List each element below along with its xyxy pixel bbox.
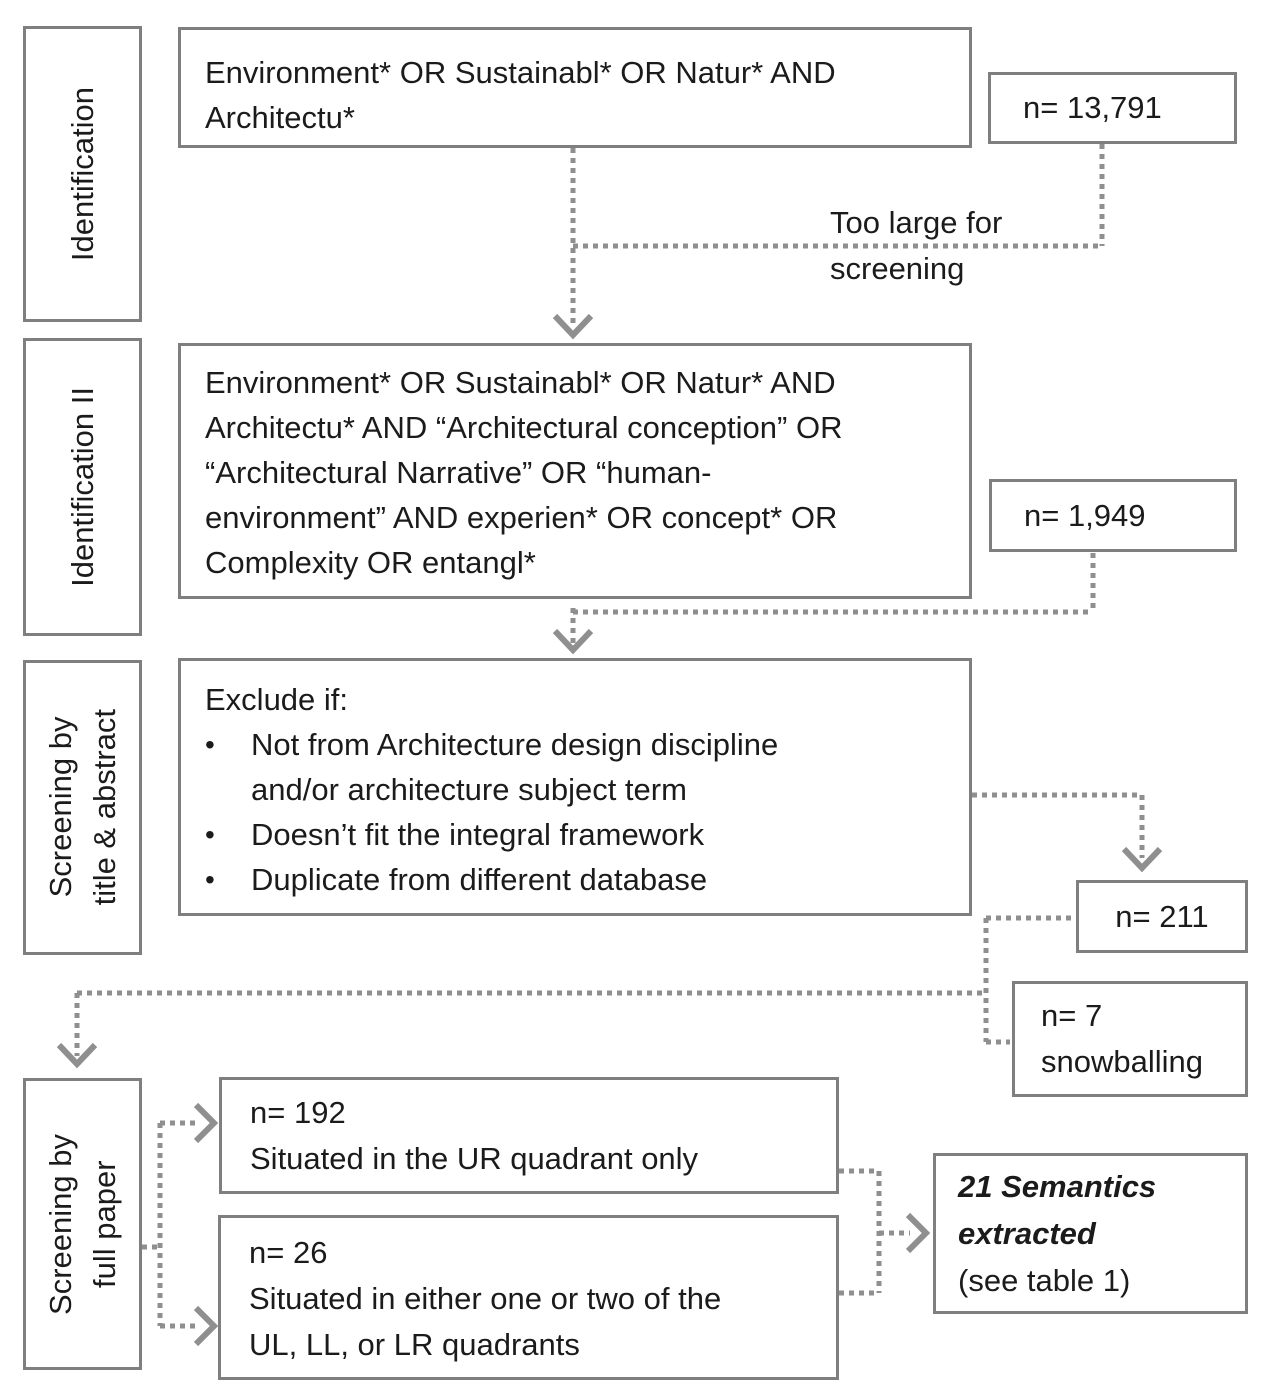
- stage-label-identification: [23, 26, 142, 322]
- connector-to-full-paper-stage: [59, 993, 95, 1064]
- connector-fullpaper-fanout: [142, 1105, 214, 1344]
- stage-label-text: Screening by: [42, 1133, 78, 1315]
- exclusion-criteria-box: [178, 658, 972, 916]
- bullet-icon: •: [205, 729, 215, 760]
- exclusion-title: Exclude if:: [205, 682, 349, 717]
- snowballing-label: snowballing: [1041, 1044, 1203, 1079]
- search-query-1-box: [178, 27, 972, 148]
- arrowhead-down-icon: [1124, 849, 1160, 868]
- count-value: n= 1,949: [1024, 497, 1146, 533]
- exclusion-bullet: [205, 812, 945, 857]
- exclusion-bullet-line: and/or architecture subject term: [251, 772, 687, 807]
- count-box-1949: [989, 479, 1237, 552]
- count-value: n= 7: [1041, 998, 1103, 1033]
- connector-exclusion-to-count3: [972, 795, 1160, 868]
- query-line: Environment* OR Sustainabl* OR Natur* AND: [205, 365, 836, 400]
- arrowhead-down-icon: [555, 631, 591, 650]
- stage-label-screening-title-abstract: [23, 660, 142, 955]
- ur-quadrant-box: [219, 1077, 839, 1194]
- connector-merge-to-result: [839, 1171, 926, 1293]
- count-value: n= 13,791: [1023, 90, 1162, 125]
- arrowhead-right-icon: [196, 1105, 214, 1141]
- arrowhead-down-icon: [59, 1045, 95, 1064]
- count-box-13791: [988, 72, 1237, 144]
- count-box-211: [1076, 880, 1248, 953]
- count-value: n= 211: [1115, 898, 1209, 934]
- stage-label-text: Screening by: [42, 717, 78, 898]
- stage-label-text: full paper: [86, 1160, 122, 1288]
- other-quadrants-text: Situated in either one or two of the: [249, 1281, 722, 1316]
- connector-count3-split: [77, 918, 1076, 1042]
- result-emphasis-line: extracted: [958, 1216, 1096, 1251]
- exclusion-bullet-line: Doesn’t fit the integral framework: [251, 817, 705, 852]
- bullet-icon: •: [205, 819, 215, 850]
- edge-note-too-large: [830, 200, 1002, 292]
- result-note: (see table 1): [958, 1263, 1131, 1298]
- count-value: n= 192: [250, 1095, 346, 1130]
- search-query-2-box: [178, 343, 972, 599]
- edge-note-line: Too large for: [830, 205, 1003, 240]
- other-quadrants-box: [218, 1215, 839, 1380]
- result-emphasis-line: 21 Semantics: [958, 1169, 1157, 1204]
- result-box: [933, 1153, 1248, 1314]
- arrowhead-right-icon: [908, 1215, 926, 1251]
- exclusion-bullet: [205, 722, 945, 812]
- stage-label-screening-full-paper: [23, 1078, 142, 1370]
- exclusion-bullet: [205, 857, 945, 902]
- ur-quadrant-text: Situated in the UR quadrant only: [250, 1141, 699, 1176]
- edge-note-line: screening: [830, 251, 965, 286]
- query-line: environment” AND experien* OR concept* OR: [205, 500, 838, 535]
- stage-label-text: Identification: [64, 86, 100, 262]
- arrowhead-down-icon: [555, 316, 591, 335]
- other-quadrants-text: UL, LL, or LR quadrants: [249, 1327, 580, 1362]
- exclusion-bullet-line: Not from Architecture design discipline: [251, 727, 779, 762]
- query-line: Environment* OR Sustainabl* OR Natur* AND: [205, 55, 836, 90]
- query-line: Complexity OR entangl*: [205, 545, 536, 580]
- bullet-icon: •: [205, 864, 215, 895]
- exclusion-bullet-line: Duplicate from different database: [251, 862, 708, 897]
- query-line: Architectu*: [205, 100, 355, 135]
- stage-label-text: title & abstract: [86, 709, 122, 906]
- query-line: “Architectural Narrative” OR “human-: [205, 455, 712, 490]
- stage-label-identification-ii: [23, 338, 142, 636]
- count-value: n= 26: [249, 1235, 328, 1270]
- snowballing-box: [1012, 981, 1248, 1097]
- connector-query1-to-query2: [555, 148, 591, 335]
- arrowhead-right-icon: [196, 1308, 214, 1344]
- query-line: Architectu* AND “Architectural conception” OR: [205, 410, 843, 445]
- stage-label-text: Identification II: [64, 387, 100, 587]
